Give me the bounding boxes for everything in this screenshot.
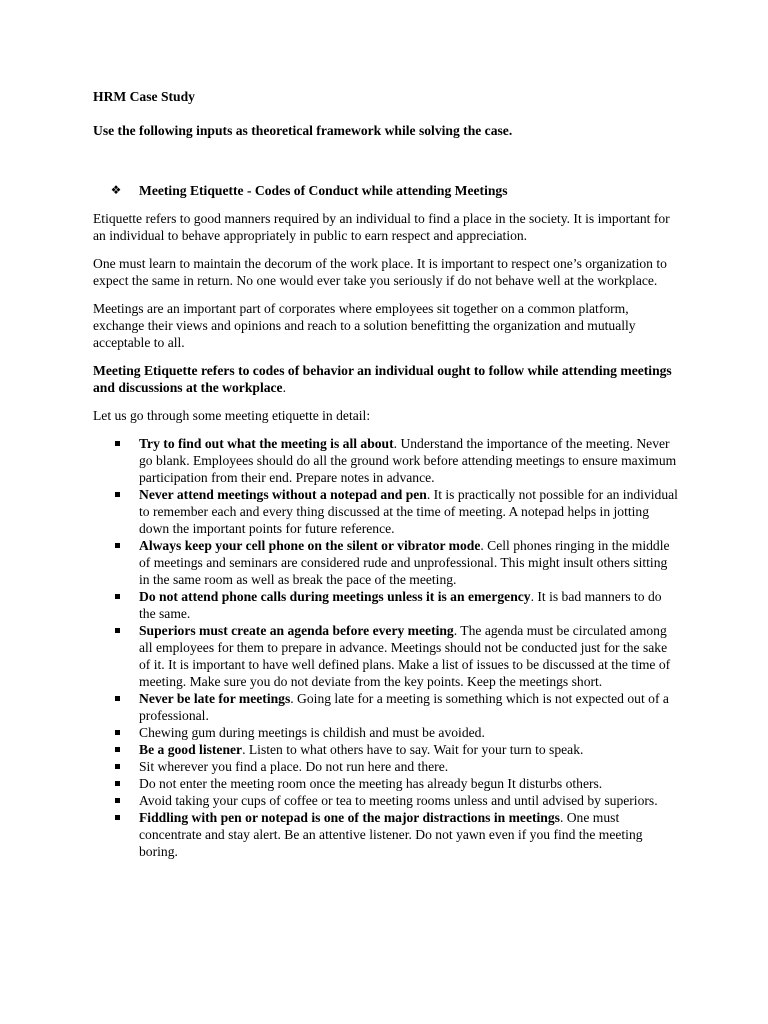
square-bullet-icon	[93, 775, 139, 792]
document-page	[93, 88, 678, 860]
list-item	[93, 588, 678, 622]
rule-text: . Cell phones ringing in the middle of meetings and seminars are considered rude and unprofessional. This might insult others sitting in the same room as well as break the pace of the meeting.	[139, 538, 670, 587]
square-bullet-icon	[93, 758, 139, 775]
definition-paragraph	[93, 362, 678, 396]
square-bullet-icon	[93, 622, 139, 690]
rule-text: . The agenda must be circulated among all employees for them to prepare in advance. Meetings should not be conducted just for the sake of it. It is important to have well defined plans. Make a list of issues to be discussed at the time of meeting. Make sure you do not deviate from the key points. Keep the meetings short.	[139, 623, 671, 689]
rule-bold: Never attend meetings without a notepad and pen	[139, 487, 427, 502]
rule-text: . It is bad manners to do the same.	[139, 589, 662, 621]
section-heading	[93, 182, 678, 199]
paragraph: Meetings are an important part of corporates where employees sit together on a common platform, exchange their views and opinions and reach to a solution benefitting the organization and mutually acceptable to all.	[93, 301, 636, 350]
list-item	[93, 741, 678, 758]
rule-bold: Be a good listener	[139, 742, 243, 757]
list-item	[93, 690, 678, 724]
definition-bold: Meeting Etiquette refers to codes of behavior an individual ought to follow while attending meetings and discussions at the workplace	[93, 363, 672, 395]
square-bullet-icon	[93, 741, 139, 758]
square-bullet-icon	[93, 435, 139, 486]
rule-bold: Always keep your cell phone on the silent or vibrator mode	[139, 538, 481, 553]
square-bullet-icon	[93, 537, 139, 588]
list-item	[93, 775, 678, 792]
list-item	[93, 622, 678, 690]
diamond-bullet-icon: ❖	[110, 183, 122, 197]
rule-text: Sit wherever you find a place. Do not run here and there.	[139, 759, 449, 774]
square-bullet-icon	[93, 486, 139, 537]
rule-text: . It is practically not possible for an individual to remember each and every thing discussed at the time of meeting. A notepad helps in jotting down the important points for future reference.	[139, 487, 678, 536]
rule-text: . Understand the importance of the meeting. Never go blank. Employees should do all the ground work before attending meetings to ensure maximum participation from their end. Prepare notes in advance.	[139, 436, 677, 485]
list-item	[93, 792, 678, 809]
rule-bold: Do not attend phone calls during meetings unless it is an emergency	[139, 589, 531, 604]
rule-text: . One must concentrate and stay alert. Be an attentive listener. Do not yawn even if you find the meeting boring.	[139, 810, 643, 859]
document-title: HRM Case Study	[93, 89, 195, 104]
square-bullet-icon	[93, 724, 139, 741]
square-bullet-icon	[93, 792, 139, 809]
list-item	[93, 486, 678, 537]
list-item	[93, 809, 678, 860]
rule-text: Avoid taking your cups of coffee or tea to meeting rooms unless and until advised by superiors.	[139, 793, 658, 808]
square-bullet-icon	[93, 588, 139, 622]
rule-bold: Superiors must create an agenda before every meeting	[139, 623, 454, 638]
list-item	[93, 537, 678, 588]
etiquette-list	[93, 435, 678, 860]
rule-bold: Try to find out what the meeting is all about	[139, 436, 394, 451]
square-bullet-icon	[93, 809, 139, 860]
paragraph: One must learn to maintain the decorum of the work place. It is important to respect one’s organization to expect the same in return. No one would ever take you seriously if do not behave well at the workplace.	[93, 256, 667, 288]
document-subtitle: Use the following inputs as theoretical framework while solving the case.	[93, 123, 513, 138]
list-item	[93, 758, 678, 775]
rule-text: Do not enter the meeting room once the meeting has already begun It disturbs others.	[139, 776, 603, 791]
rule-bold: Never be late for meetings	[139, 691, 291, 706]
definition-rest: .	[282, 380, 286, 395]
square-bullet-icon	[93, 690, 139, 724]
intro-paragraph: Let us go through some meeting etiquette in detail:	[93, 408, 371, 423]
list-item	[93, 435, 678, 486]
rule-text: . Going late for a meeting is something which is not expected out of a professional.	[139, 691, 669, 723]
list-item	[93, 724, 678, 741]
rule-text: Chewing gum during meetings is childish and must be avoided.	[139, 725, 485, 740]
rule-text: . Listen to what others have to say. Wait for your turn to speak.	[242, 742, 584, 757]
rule-bold: Fiddling with pen or notepad is one of the major distractions in meetings	[139, 810, 560, 825]
paragraph: Etiquette refers to good manners required by an individual to find a place in the society. It is important for an individual to behave appropriately in public to earn respect and appreciation.	[93, 211, 670, 243]
section-heading-text: Meeting Etiquette - Codes of Conduct while attending Meetings	[139, 183, 508, 198]
